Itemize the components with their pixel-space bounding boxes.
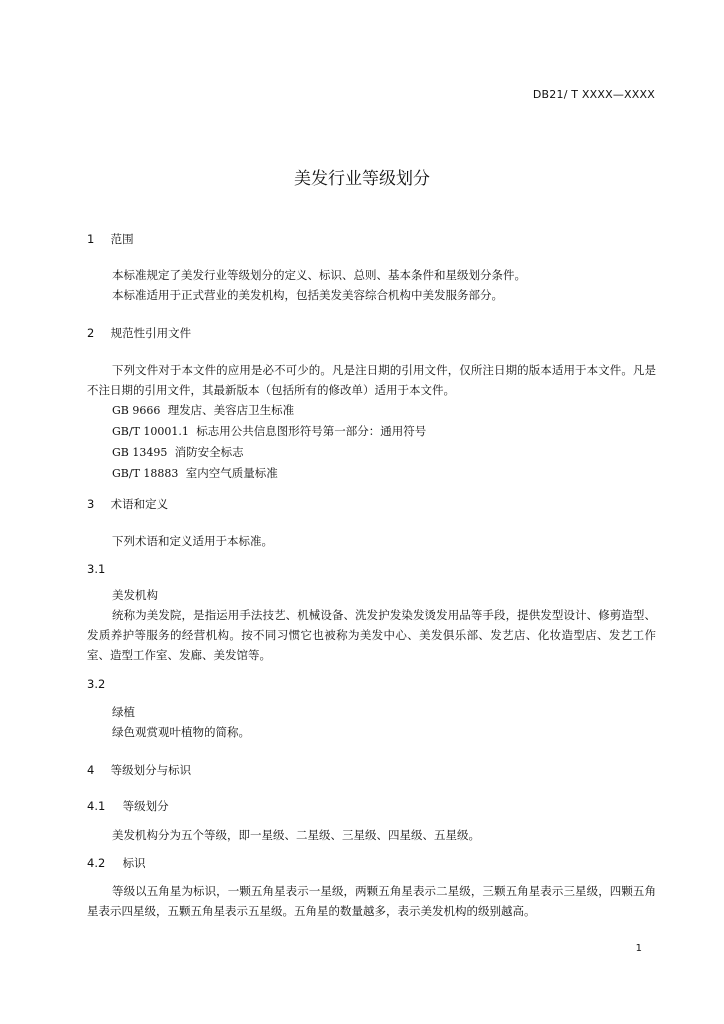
document-code: DB21/ T XXXX—XXXX [532,88,655,101]
section-4-heading [87,762,191,778]
subsection-4-2-body [87,881,656,921]
section-title: 等级划分与标识 [110,763,192,777]
subsection-number: 4.1 [87,799,106,813]
section-3-heading [87,496,168,512]
term-3-2-number: 3.2 [87,677,106,691]
term-3-1-number: 3.1 [87,562,106,576]
section-2-body [87,360,656,484]
section-title: 术语和定义 [110,497,169,511]
section-1-heading [87,231,134,247]
document-title: 美发行业等级划分 [294,169,430,189]
section-3-intro [87,531,656,551]
paragraph: 本标准规定了美发行业等级划分的定义、标识、总则、基本条件和星级划分条件。 [112,268,526,282]
reference-item [87,463,656,484]
reference-code: GB 13495 [112,446,168,459]
reference-item [87,442,656,463]
reference-name: 消防安全标志 [174,445,244,459]
term-name: 绿植 [112,705,135,719]
reference-item [87,421,656,442]
page-number: 1 [635,943,642,954]
term-3-1-body [87,585,656,665]
paragraph: 下列文件对于本文件的应用是必不可少的。凡是注日期的引用文件，仅所注日期的版本适用于本文件。凡是不注日期的引用文件，其最新版本（包括所有的修改单）适用于本文件。 [87,363,656,397]
subsection-4-1-heading [87,798,169,814]
reference-item [87,400,656,421]
section-title: 范围 [110,232,134,246]
reference-code: GB/T 18883 [112,467,179,480]
subsection-4-1-body [87,825,656,845]
section-number: 3 [87,497,95,511]
paragraph: 本标准适用于正式营业的美发机构，包括美发美容综合机构中美发服务部分。 [112,288,503,302]
term-definition: 绿色观赏观叶植物的简称。 [112,725,250,739]
term-name: 美发机构 [112,588,158,602]
paragraph: 等级以五角星为标识，一颗五角星表示一星级，两颗五角星表示二星级，三颗五角星表示三星级，四颗五角星表示四星级，五颗五角星表示五星级。五角星的数量越多，表示美发机构的级别越高。 [87,884,656,918]
reference-name: 室内空气质量标准 [185,466,278,480]
reference-name: 理发店、美容店卫生标准 [167,403,295,417]
term-definition: 统称为美发院，是指运用手法技艺、机械设备、洗发护发染发烫发用品等手段，提供发型设计、修剪造型、发质养护等服务的经营机构。按不同习惯它也被称为美发中心、美发俱乐部、发艺店、化妆造型店、发艺工作室、造型工作室、发廊、美发馆等。 [87,608,656,662]
paragraph: 美发机构分为五个等级，即一星级、二星级、三星级、四星级、五星级。 [112,828,480,842]
reference-code: GB 9666 [112,404,161,417]
section-title: 规范性引用文件 [110,326,192,340]
reference-code: GB/T 10001.1 [112,425,189,438]
section-1-body [87,265,656,305]
subsection-title: 标识 [122,856,146,870]
section-number: 1 [87,232,95,246]
section-number: 4 [87,763,95,777]
paragraph: 下列术语和定义适用于本标准。 [112,534,273,548]
reference-name: 标志用公共信息图形符号第一部分：通用符号 [196,424,427,438]
section-number: 2 [87,326,95,340]
section-2-heading [87,325,191,341]
term-3-2-body [87,702,656,742]
subsection-title: 等级划分 [122,799,169,813]
subsection-number: 4.2 [87,856,106,870]
subsection-4-2-heading [87,855,146,871]
